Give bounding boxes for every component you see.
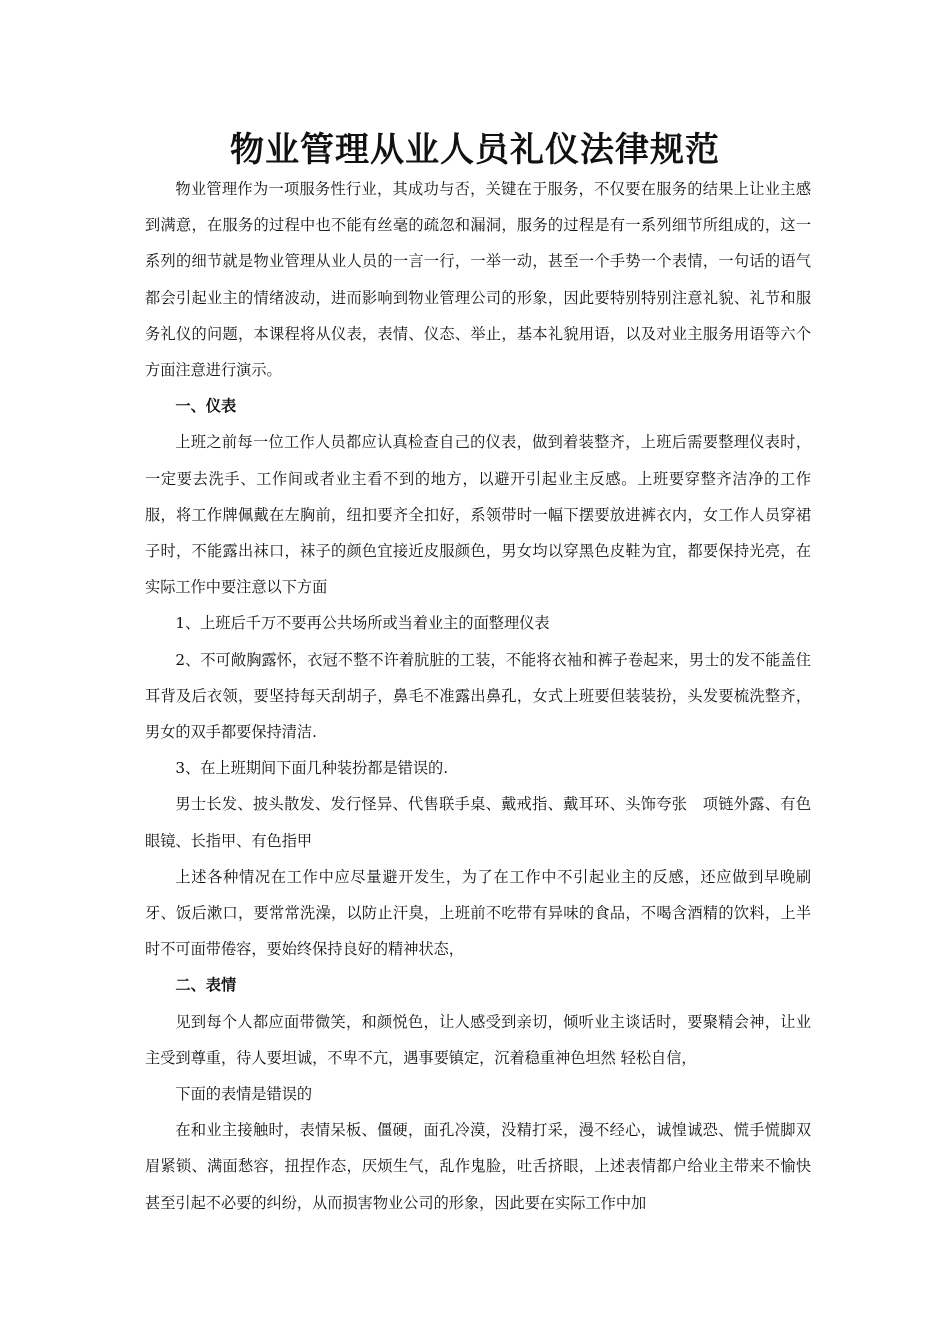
intro-paragraph: 物业管理作为一项服务性行业，其成功与否，关键在于服务，不仅要在服务的结果上让业主感到满意，在服务的过程中也不能有丝毫的疏忽和漏洞，服务的过程是有一系列细节所组成的，这一系列的细节就是物业管理从业人员的一言一行，一举一动，甚至一个手势一个表情，一句话的语气都会引起业主的情绪波动，进而影响到物业管理公司的形象，因此要特别特别注意礼貌、礼节和服务礼仪的问题，本课程将从仪表，表情、仪态、举止，基本礼貌用语，以及对业主服务用语等六个方面注意进行演示。 bbox=[145, 180, 811, 380]
expression-wrong-label: 下面的表情是错误的 bbox=[175, 1085, 313, 1104]
document-body bbox=[145, 171, 811, 1221]
expression-wrong-paragraph: 在和业主接触时，表情呆板、僵硬，面孔冷漠，没精打采，漫不经心，诚惶诚恐、慌手慌脚双眉紧锁、满面愁容，扭捏作态，厌烦生气，乱作鬼脸，吐舌挤眼，上述表情都户给业主带来不愉快甚至引起不必要的纠纷，从而损害物业公司的形象，因此要在实际工作中加 bbox=[145, 1121, 811, 1212]
section-heading-appearance: 一、仪表 bbox=[175, 397, 237, 416]
appearance-paragraph: 上班之前每一位工作人员都应认真检查自己的仪表，做到着装整齐，上班后需要整理仪表时，一定要去洗手、工作间或者业主看不到的地方，以避开引起业主反感。上班要穿整齐洁净的工作服，将工作牌佩戴在左胸前，纽扣要齐全扣好，系领带时一幅下摆要放进裤衣内，女工作人员穿裙子时，不能露出袜口，袜子的颜色宜接近皮服颜色，男女均以穿黑色皮鞋为宜，都要保持光亮，在实际工作中要注意以下方面 bbox=[145, 433, 811, 597]
appearance-summary-paragraph: 上述各种情况在工作中应尽量避开发生，为了在工作中不引起业主的反感，还应做到早晚刷牙、饭后漱口，要常常洗澡，以防止汗臭，上班前不吃带有异味的食品，不喝含酒精的饮料，上半时不可面带倦容，要始终保持良好的精神状态， bbox=[145, 867, 811, 959]
appearance-item-1: 1、上班后千万不要再公共场所或当着业主的面整理仪表 bbox=[175, 614, 550, 633]
appearance-item-3-detail: 男士长发、披头散发、发行怪异、代售联手桌、戴戒指、戴耳环、头饰夸张 项链外露、有色眼镜、长指甲、有色指甲 bbox=[145, 795, 811, 850]
appearance-item-2: 2、不可敞胸露怀，衣冠不整不许着肮脏的工装，不能将衣袖和裤子卷起来，男士的发不能盖住耳背及后衣领，要坚持每天刮胡子，鼻毛不准露出鼻孔，女式上班要但装装扮，头发要梳洗整齐，男女的双手都要保持清洁. bbox=[145, 650, 811, 742]
appearance-item-3: 3、在上班期间下面几种装扮都是错误的. bbox=[175, 759, 449, 778]
expression-paragraph: 见到每个人都应面带微笑，和颜悦色，让人感受到亲切，倾听业主谈话时，要聚精会神，让业主受到尊重，待人要坦诚，不卑不亢，遇事要镇定，沉着稳重神色坦然 轻松自信， bbox=[145, 1012, 811, 1067]
page-title: 物业管理从业人员礼仪法律规范 bbox=[230, 130, 720, 170]
section-heading-expression: 二、表情 bbox=[175, 976, 237, 995]
